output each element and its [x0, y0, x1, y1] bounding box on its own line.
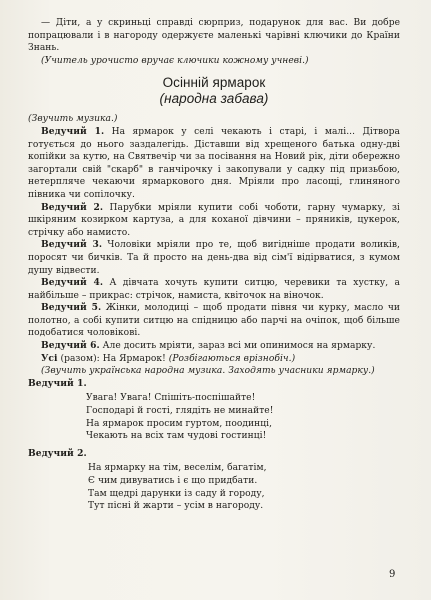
host-paragraph [28, 340, 400, 353]
verse-1 [86, 392, 400, 442]
host-text: А дівчата хочуть купити ситцю, черевики та хустку, а найбільше – прикрас: стрічок, намиста, квіточок на віночок. [28, 278, 400, 301]
host-role: Ведучий 3. [41, 239, 103, 251]
music-direction-2: (Звучить українська народна музика. Заходять учасники ярмарку.) [41, 366, 375, 377]
verse-line: Там щедрі дарунки із саду й городу, [88, 488, 265, 499]
music-direction: (Звучить музика.) [28, 114, 118, 125]
host-paragraph [28, 126, 400, 202]
verse1-role: Ведучий 1. [28, 377, 87, 389]
host-role: Ведучий 5. [41, 302, 102, 314]
all-text: (разом): На Ярмарок! [57, 353, 169, 364]
host-text: На ярмарок у селі чекають і старі, і малі... Дітвора готується до нього заздалегідь. Діставши від хрещеного батька одну-дві копійки за кутю, на Святвечір чи за посівання на Новий рік, діти обережно загортали свій "скарб" в ганчірочку і закопували у садку під призьбою, нетерпляче чекаючи ярмаркового дня. Мріяли про ласощі, глиняного півника чи сопілочку. [28, 126, 400, 200]
all-role: Усі [41, 352, 58, 364]
host-text: Жінки, молодиці – щоб продати півня чи курку, масло чи полотно, а собі купити ситцю на спідницю або парчі на очіпок, щоб більше подобатися чоловікові. [28, 303, 400, 339]
verse-line: Увага! Увага! Спішіть-поспішайте! [86, 393, 256, 404]
host-paragraph [28, 239, 400, 277]
section-subtitle: (народна забава) [159, 91, 269, 107]
section-title: Осінній ярмарок [162, 75, 266, 91]
section-heading [28, 75, 400, 107]
all-stage-direction: (Розбігаються врізнобіч.) [168, 353, 296, 364]
verse-line: Господарі й гості, глядіть не минайте! [86, 406, 274, 417]
verse2-role: Ведучий 2. [28, 447, 87, 459]
host-text: Але досить мріяти, зараз всі ми опинимося на ярмарку. [99, 341, 376, 352]
host-text: Парубки мріяли купити собі чоботи, гарну чумарку, зі шкіряним козирком картуза, а для коханої дівчини – пряників, цукерок, стрічку або намисто. [28, 202, 401, 238]
host-role: Ведучий 2. [41, 201, 104, 213]
page-number: 9 [389, 569, 396, 580]
verse-line: На ярмарку на тім, веселім, багатім, [88, 463, 267, 474]
intro-stage-direction: (Учитель урочисто вручає ключики кожному учневі.) [41, 55, 309, 66]
verse-line: На ярмарок просим гуртом, поодинці, [86, 418, 273, 429]
intro-paragraph: — Діти, а у скриньці справді сюрприз, подарунок для вас. Ви добре попрацювали і в нагороду одержуєте маленькі чарівні ключики до Країни Знань. [28, 18, 400, 54]
host-role: Ведучий 4. [41, 277, 104, 289]
verse-line: Є чим дивуватись і є що придбати. [88, 476, 258, 486]
all-paragraph [28, 353, 400, 366]
host-paragraph [28, 202, 400, 240]
verse-line: Чекають на всіх там чудові гостинці! [86, 431, 267, 442]
host-paragraph [28, 302, 400, 340]
host-role: Ведучий 6. [41, 340, 100, 352]
host-role: Ведучий 1. [41, 125, 105, 137]
page-text [28, 17, 400, 513]
host-paragraph [28, 277, 400, 302]
verse-line: Тут пісні й жарти – усім в нагороду. [88, 501, 264, 512]
verse-2 [88, 462, 400, 512]
host-text: Чоловіки мріяли про те, щоб вигідніше продати воликів, поросят чи бичків. Та й просто на день-два від сім'ї відірватися, з кумом душу відвести. [28, 240, 400, 276]
